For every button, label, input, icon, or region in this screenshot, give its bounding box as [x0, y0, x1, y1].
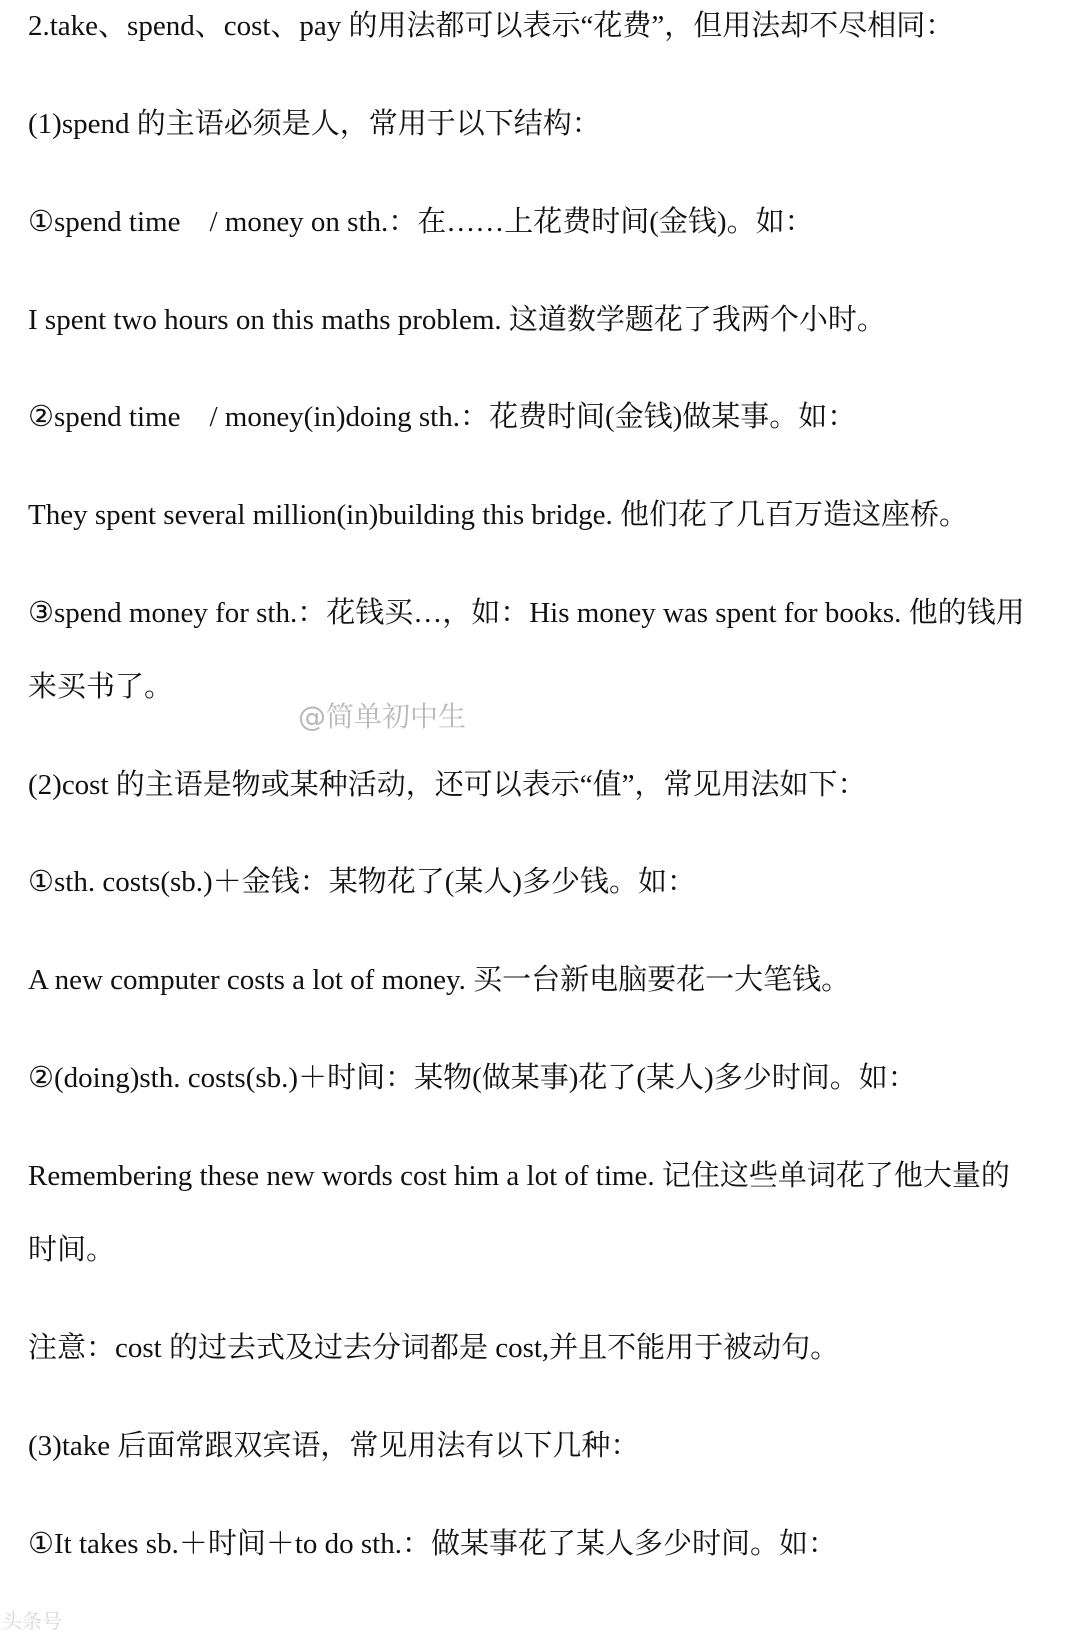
text-line: ①spend time / money on sth.：在……上花费时间(金钱)。如：: [28, 206, 814, 238]
text-line: ①It takes sb.＋时间＋to do sth.：做某事花了某人多少时间。如：: [28, 1528, 837, 1560]
text-line: A new computer costs a lot of money. 买一台新电脑要花一大笔钱。: [28, 964, 851, 996]
text-line: 2.take、spend、cost、pay 的用法都可以表示“花费”，但用法却不尽相同：: [28, 10, 955, 42]
corner-watermark: 头条号: [2, 1609, 62, 1633]
text-line: 时间。: [28, 1234, 116, 1266]
text-line: (2)cost 的主语是物或某种活动，还可以表示“值”，常见用法如下：: [28, 769, 867, 801]
text-line: Remembering these new words cost him a lot of time. 记住这些单词花了他大量的: [28, 1160, 1010, 1192]
text-line: ③spend money for sth.：花钱买…，如：His money was spent for books. 他的钱用: [28, 597, 1025, 629]
text-line: 注意：cost 的过去式及过去分词都是 cost,并且不能用于被动句。: [28, 1332, 840, 1364]
text-line: (3)take 后面常跟双宾语，常见用法有以下几种：: [28, 1430, 640, 1462]
text-line: 来买书了。: [28, 671, 174, 703]
text-line: They spent several million(in)building this bridge. 他们花了几百万造这座桥。: [28, 499, 968, 531]
text-line: (1)spend 的主语必须是人，常用于以下结构：: [28, 108, 601, 140]
text-line: ②(doing)sth. costs(sb.)＋时间：某物(做某事)花了(某人)多少时间。如：: [28, 1062, 917, 1094]
watermark: @简单初中生: [298, 700, 467, 733]
text-line: ①sth. costs(sb.)＋金钱：某物花了(某人)多少钱。如：: [28, 866, 697, 898]
text-line: ②spend time / money(in)doing sth.：花费时间(金钱)做某事。如：: [28, 401, 857, 433]
text-line: I spent two hours on this maths problem. 这道数学题花了我两个小时。: [28, 304, 886, 336]
